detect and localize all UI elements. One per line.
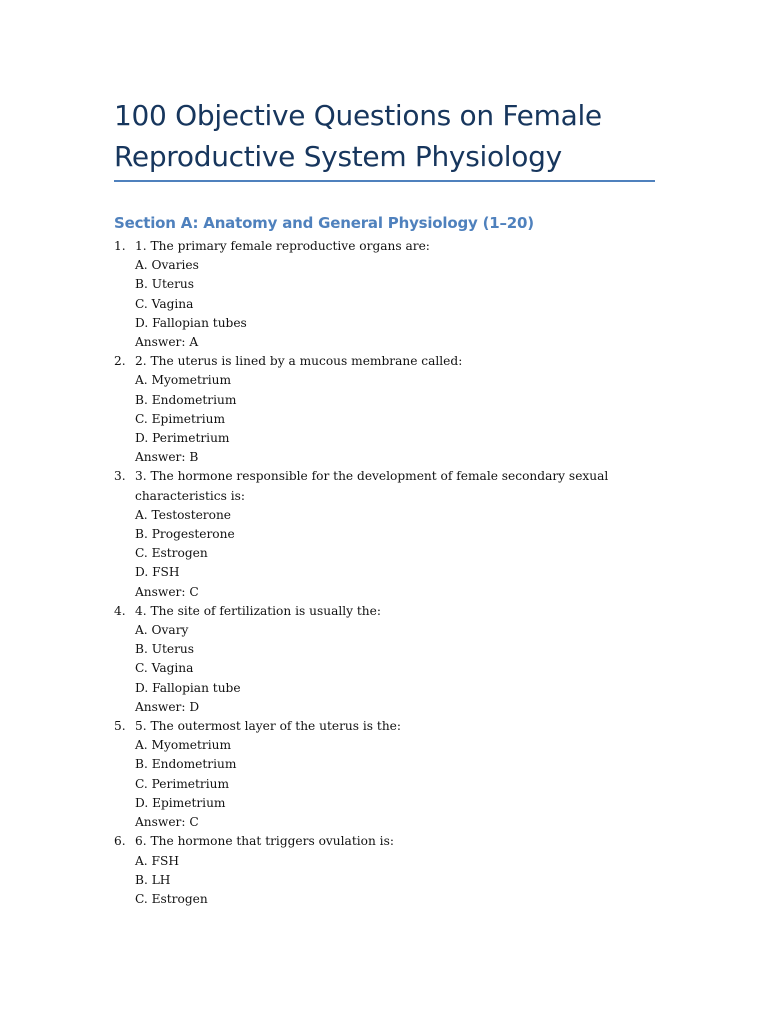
answer-option: A. Testosterone (135, 507, 232, 522)
answer-option: B. Uterus (135, 642, 195, 657)
answer-option: A. Myometrium (135, 738, 232, 753)
answer-key: Answer: C (135, 584, 199, 599)
answer-option: B. LH (135, 872, 171, 887)
answer-option: D. FSH (135, 565, 180, 580)
question-text: 2. The uterus is lined by a mucous membrane called: (135, 354, 463, 369)
question-text: 1. The primary female reproductive organs are: (135, 239, 430, 253)
question-text: 5. The outermost layer of the uterus is the: (135, 719, 401, 734)
question-number: 5. (114, 719, 126, 734)
answer-key: Answer: D (135, 699, 200, 714)
question-item (114, 352, 674, 467)
answer-option: A. Ovaries (135, 258, 199, 273)
question-text: 6. The hormone that triggers ovulation is: (135, 834, 394, 849)
answer-option: A. FSH (135, 853, 179, 868)
answer-option: A. Ovary (135, 623, 189, 638)
question-number: 4. (114, 603, 126, 618)
section-heading: Section A: Anatomy and General Physiology (1–20) (114, 214, 534, 232)
answer-option: C. Estrogen (135, 546, 208, 561)
question-item (114, 602, 674, 717)
question-item (114, 467, 674, 601)
answer-key: Answer: A (135, 335, 199, 350)
answer-option: B. Progesterone (135, 527, 235, 542)
question-number: 3. (114, 469, 126, 484)
answer-option: C. Vagina (135, 296, 194, 311)
question-number: 1. (114, 239, 126, 253)
answer-option: A. Myometrium (135, 373, 232, 388)
question-item (114, 832, 674, 909)
answer-option: B. Uterus (135, 277, 195, 292)
answer-option: C. Estrogen (135, 891, 208, 906)
answer-option: D. Fallopian tube (135, 680, 241, 695)
answer-option: D. Fallopian tubes (135, 315, 247, 330)
answer-option: C. Epimetrium (135, 411, 226, 426)
answer-key: Answer: B (135, 450, 199, 465)
title-underline (114, 180, 655, 182)
answer-key: Answer: C (135, 815, 199, 830)
answer-option: C. Vagina (135, 661, 194, 676)
question-item (114, 717, 674, 832)
question-number: 6. (114, 834, 126, 849)
answer-option: B. Endometrium (135, 392, 237, 407)
question-item (114, 237, 674, 352)
answer-option: D. Epimetrium (135, 795, 226, 810)
question-list (114, 237, 674, 909)
question-text: 3. The hormone responsible for the development of female secondary sexual characteristics is: (135, 469, 613, 503)
answer-option: D. Perimetrium (135, 431, 230, 446)
answer-option: C. Perimetrium (135, 776, 230, 791)
question-number: 2. (114, 354, 126, 369)
document-title: 100 Objective Questions on Female Reproductive System Physiology (114, 99, 602, 173)
answer-option: B. Endometrium (135, 757, 237, 772)
question-text: 4. The site of fertilization is usually the: (135, 603, 381, 618)
